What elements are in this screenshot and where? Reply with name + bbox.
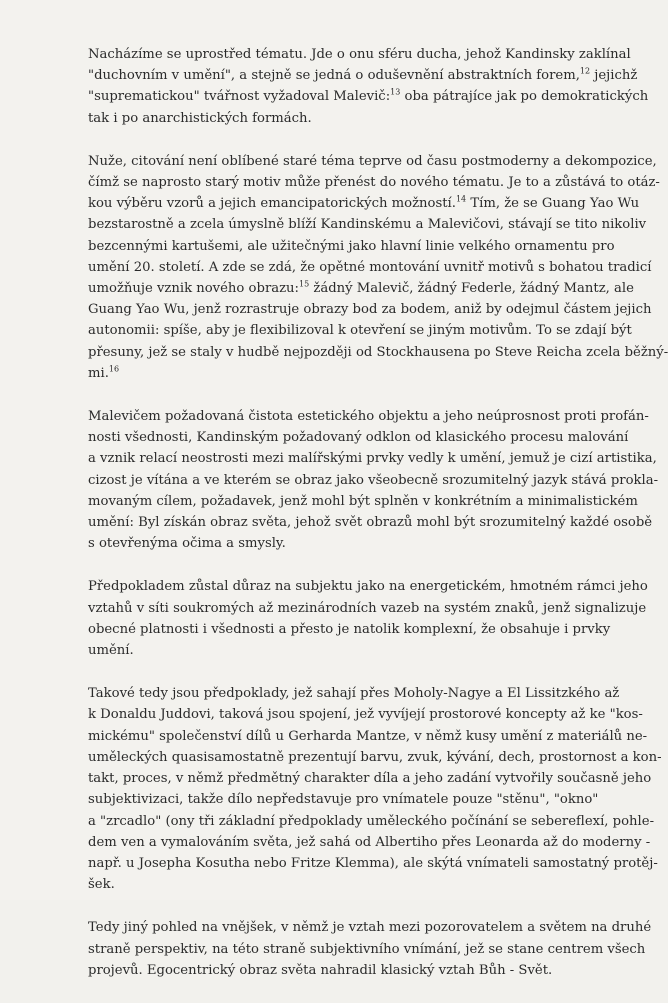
paragraph-2-line-6: umění 20. století. A zde se zdá, že opětné montování uvnitř motivů s bohatou tradicí (88, 259, 652, 275)
paragraph-3 (88, 406, 659, 554)
paragraph-5-line-4: uměleckých quasisamostatně prezentují barvu, zvuk, kývání, dech, prostornost a kon- (88, 749, 662, 765)
paragraph-6 (88, 917, 652, 981)
paragraph-4-line-3: obecné platnosti i všednosti a přesto je natolik komplexní, že obsahuje i prvky (88, 621, 611, 637)
paragraph-2-line-10: přesuny, jež se staly v hudbě nejpozději od Stockhausena po Steve Reicha zcela běžný- (88, 344, 668, 360)
paragraph-5-line-7: a "zrcadlo" (ony tři základní předpoklady uměleckého počínání se sebereflexí, pohle- (88, 813, 655, 829)
paragraph-1-line-3-end: oba pátrajíce jak po demokratických (400, 89, 649, 105)
paragraph-2-line-9: autonomii: spíše, aby je flexibilizoval k otevření se jiným motivům. To se zdají být (88, 323, 632, 339)
paragraph-3-line-3: a vznik relací neostrosti mezi malířskými prvky vedly k umění, jemuž je cizí artistika, (88, 451, 657, 467)
paragraph-2-line-7-text: umožňuje vznik nového obrazu: (88, 281, 299, 297)
paragraph-3-line-2: nosti všednosti, Kandinským požadovaný odklon od klasického procesu malování (88, 430, 629, 446)
paragraph-2-line-11 (88, 363, 514, 384)
paragraph-1-line-3 (88, 86, 649, 107)
paragraph-2-line-2: čímž se naprosto starý motiv může přenést do nového tématu. Je to a zůstává to otáz- (88, 175, 660, 191)
paragraph-5-line-9: např. u Josepha Kosutha nebo Fritze Klemma), ale skýtá vnímateli samostatný protěj- (88, 855, 658, 871)
paragraph-1-line-1: Nacházíme se uprostřed tématu. Jde o onu sféru ducha, jehož Kandinsky zaklínal (88, 47, 631, 62)
paragraph-4 (88, 576, 648, 661)
paragraph-2-line-4: bezstarostně a zcela úmyslně blíží Kandinskému a Malevičovi, stávají se tito nikoliv (88, 217, 647, 233)
footnote-ref-14: 14 (455, 194, 467, 204)
paragraph-5-line-5: takt, proces, v němž předmětný charakter díla a jeho zadání vytvořily současně jeho (88, 771, 652, 787)
paragraph-2-line-5: bezcennými kartušemi, ale užitečnými jako hlavní linie velkého ornamentu pro (88, 238, 615, 254)
paragraph-2-line-3-text: kou výběru vzorů a jejich emancipatorických možností. (88, 196, 456, 212)
paragraph-3-line-4: cizost je vítána a ve kterém se obraz jako všeobecně srozumitelný jazyk stává prokla- (88, 472, 659, 488)
footnote-ref-12: 12 (579, 66, 591, 76)
paragraph-5-line-2: k Donaldu Juddovi, taková jsou spojení, jež vyvíjejí prostorové koncepty až ke "kos- (88, 707, 643, 723)
paragraph-5-line-3: mickému" společenství dílů u Gerharda Mantze, v němž kusy umění z materiálů ne- (88, 728, 648, 744)
paragraph-2-line-7 (88, 278, 634, 299)
paragraph-5-line-10: šek. (88, 877, 115, 893)
body-text (88, 44, 668, 1003)
paragraph-2-line-1: Nuže, citování není oblíbené staré téma teprve od času postmoderny a dekompozice, (88, 153, 657, 169)
paragraph-2-line-11-text: mi. (88, 365, 109, 381)
paragraph-1-line-3-text: "suprematickou" tvářnost vyžadoval Malevič: (88, 89, 391, 105)
paragraph-5-line-1: Takové tedy jsou předpoklady, jež sahají přes Moholy-Nagye a El Lissitzkého až (88, 686, 620, 702)
paragraph-4-line-1: Předpokladem zůstal důraz na subjektu jako na energetickém, hmotném rámci jeho (88, 579, 648, 595)
paragraph-2-line-3-end: Tím, že se Guang Yao Wu (466, 196, 640, 212)
paragraph-1-line-4: tak i po anarchistických formách. (88, 110, 312, 126)
paragraph-6-line-1: Tedy jiný pohled na vnějšek, v němž je vztah mezi pozorovatelem a světem na druhé (88, 920, 652, 936)
footnote-ref-13: 13 (390, 88, 401, 98)
paragraph-3-line-1: Malevičem požadovaná čistota estetického objektu a jeho neúprosnost proti profán- (88, 409, 649, 425)
paragraph-2-line-3 (88, 193, 640, 214)
paragraph-5-line-6: subjektivizaci, takže dílo nepředstavuje pro vnímatele pouze "stěnu", "okno" (88, 792, 599, 808)
paragraph-1-line-2-text: "duchovním v umění", a stejně se jedná o oduševnění abstraktních forem, (88, 68, 580, 84)
paragraph-2-line-8: Guang Yao Wu, jenž rozrastruje obrazy bod za bodem, aniž by odejmul částem jejich (88, 302, 652, 318)
paragraph-5 (88, 683, 662, 895)
paragraph-4-line-2: vztahů v síti soukromých až mezinárodních vazeb na systém znaků, jenž signalizuje (88, 600, 647, 616)
paragraph-3-line-6: umění: Byl získán obraz světa, jehož svět obrazů mohl být srozumitelný každé osobě (88, 515, 653, 531)
paragraph-2-line-7-end: žádný Malevič, žádný Federle, žádný Mantz, ale (309, 281, 634, 297)
paragraph-2 (88, 151, 668, 384)
footnote-ref-15: 15 (299, 279, 310, 289)
paragraph-1-line-2 (88, 65, 638, 86)
paragraph-6-line-3: projevů. Egocentrický obraz světa nahradil klasický vztah Bůh - Svět. (88, 962, 553, 978)
paragraph-6-line-2: straně perspektiv, na této straně subjektivního vnímání, jež se stane centrem všech (88, 941, 646, 957)
paragraph-4-line-4: umění. (88, 643, 134, 659)
footnote-ref-16: 16 (108, 364, 120, 374)
paragraph-1-line-2-end: jejichž (590, 68, 638, 84)
paragraph-1 (88, 44, 649, 129)
paragraph-5-line-8: dem ven a vymalováním světa, jež sahá od Albertiho přes Leonarda až do moderny - (88, 834, 651, 850)
paragraph-3-line-5: movaným cílem, požadavek, jenž mohl být splněn v konkrétním a minimalistickém (88, 493, 638, 509)
paragraph-3-line-7: s otevřenýma očima a smysly. (88, 536, 286, 552)
